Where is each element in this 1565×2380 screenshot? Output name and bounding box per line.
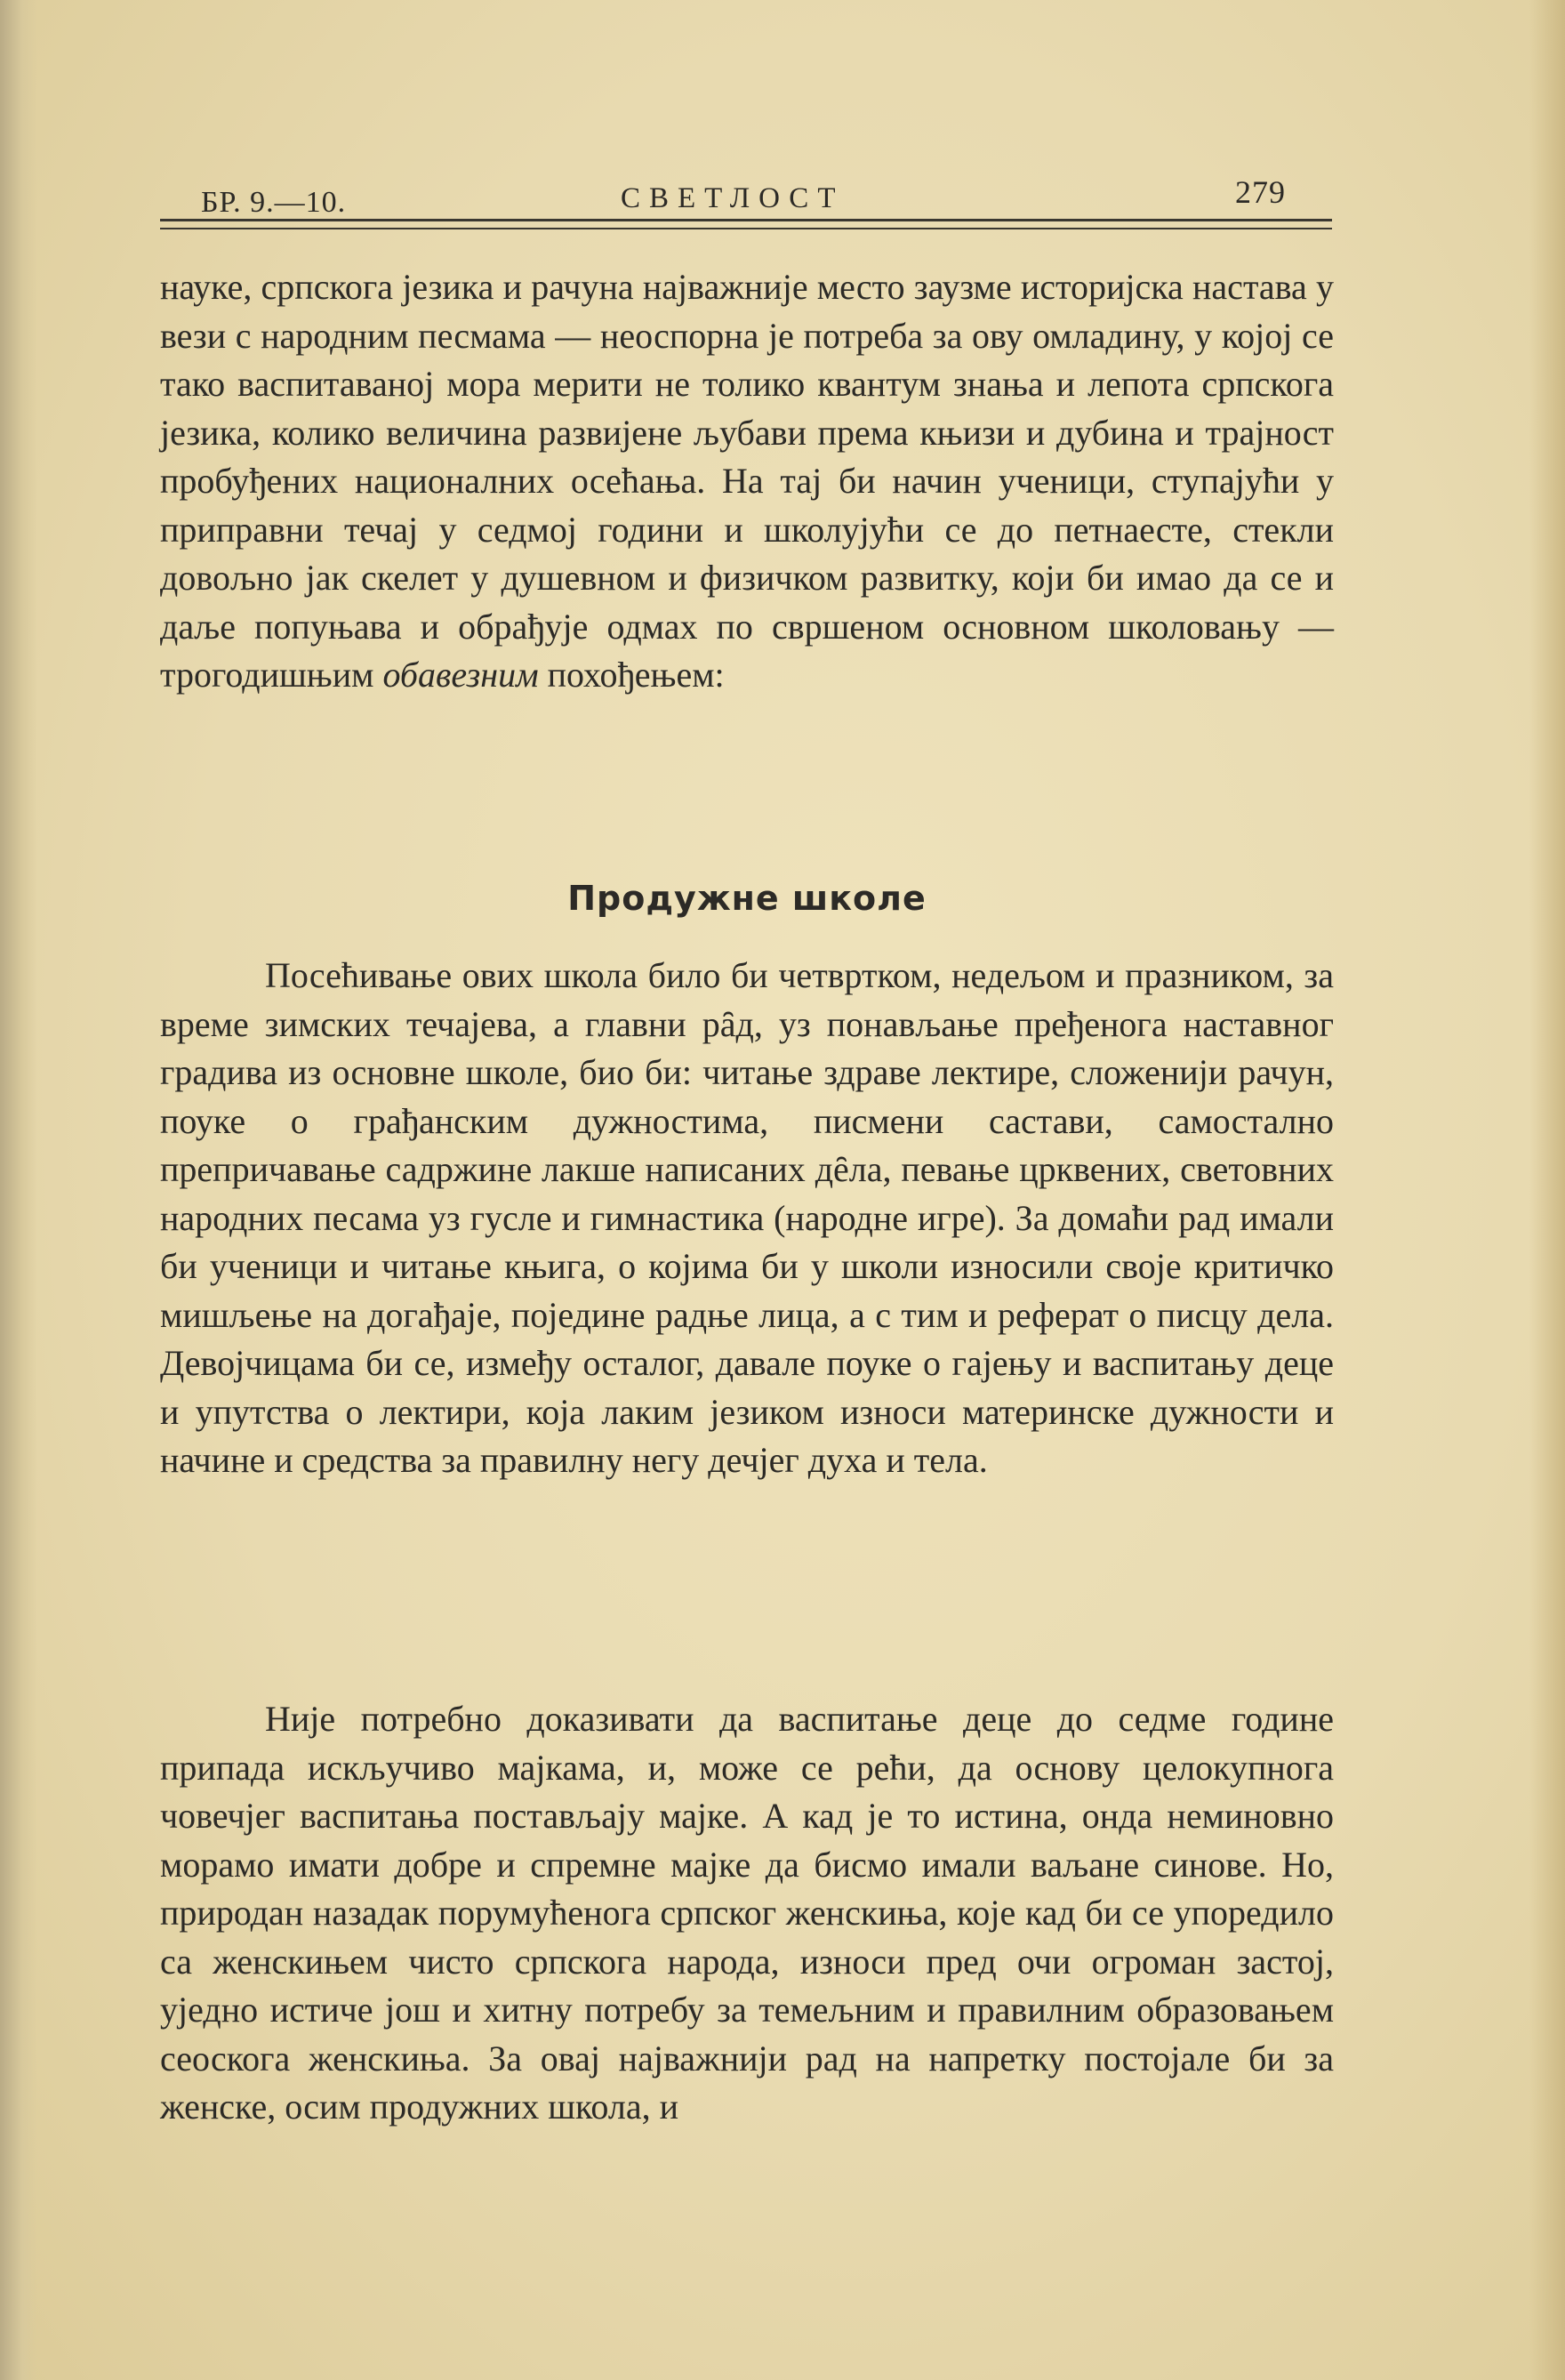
header-rule-top <box>160 219 1332 221</box>
paragraph-3 <box>160 1695 1334 2132</box>
page-number: 279 <box>1235 174 1286 210</box>
paragraph-1-tail: похођењем: <box>547 655 725 695</box>
book-spine-shadow <box>0 0 37 2380</box>
issue-number: БР. 9.—10. <box>201 186 347 219</box>
section-heading: Продужне школе <box>567 879 927 918</box>
paragraph-2-text: Посећивање ових школа било би четвртком, недељом и празником, за време зимских течајева, а главни рȃд, уз понављање пређенога наставног градива из основне школе, био би: читање здраве лектире, сложенији рачун, поуке о грађанским дужностима, писмени састави, самостално препричавање садржине лакше написаних дȇла, певање црквених, световних народних песама уз гусле и гимнастика (народне игре). За домаћи рад имали би ученици и читање књига, о којима би у школи износили своје критичко мишљење на догађаје, поједине радње лица, а с тим и реферат о писцу дела. Девојчицама би се, између осталог, давале поуке о гајењу и васпитању деце и упутства о лектири, која лаким језиком износи материнске дужности и начине и средства за правилну негу дечјег духа и тела. <box>160 955 1334 1480</box>
paragraph-2 <box>160 952 1334 1485</box>
header-rule-bottom <box>160 228 1332 229</box>
paragraph-3-text: Није потребно доказивати да васпитање деце до седме године припада искључиво мајкама, и, може се рећи, да основу целокупнога човечјег васпитања постављају мајке. А кад је то истина, онда неминовно морамо имати добре и спремне мајке да бисмо имали ваљане синове. Но, природан назадак порумућенога српског женскиња, које кад би се упоредило са женскињем чисто српскога народа, износи пред очи огроман застој, уједно истиче још и хитну потребу за темељним и правилним образовањем сеоскога женскиња. За овај најважнији рад на напретку постојале би за женске, осим продужних школа, и <box>160 1699 1334 2127</box>
paragraph-continued <box>160 263 1334 700</box>
paragraph-1-text: науке, српскога језика и рачуна најважније место заузме историјска настава у вези с народним песмама — неоспорна је потреба за ову омладину, у којој се тако васпитаваној мора мерити не толико квантум знања и лепота српскога језика, колико величина развијене љубави према књизи и дубина и трајност пробуђених националних осећања. На тај би начин ученици, ступајући у приправни течај у седмој години и школујући се до петнаесте, стекли довољно јак скелет у душевном и физичком развитку, који би имао да се и даље попуњава и обрађује одмах по свршеном основном школовању — трогодишњим <box>160 267 1334 695</box>
paragraph-1-emphasis: обавезним <box>382 655 539 695</box>
journal-title: СВЕТЛОСТ <box>621 182 845 214</box>
page-edge-shadow <box>1529 0 1565 2380</box>
